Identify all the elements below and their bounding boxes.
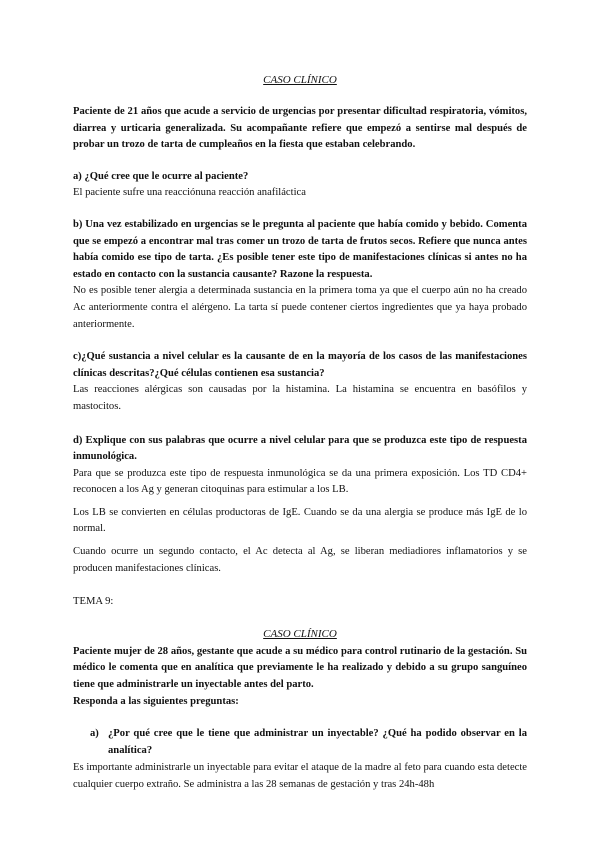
question-d: d) Explique con sus palabras que ocurre a nivel celular para que se produzca este tipo de respuesta inmunológica. — [73, 434, 527, 463]
section-heading: TEMA 9: — [73, 596, 114, 608]
answer-d-paragraph-3: Cuando ocurre un segundo contacto, el Ac detecta al Ag, se liberan mediadiores inflamatorios y se producen manifestaciones clínicas. — [73, 546, 527, 574]
case-intro-2: Paciente mujer de 28 años, gestante que acude a su médico para control rutinario de la gestación. Su médico le comenta que en analítica que previamente le ha realizado y debido a su grupo sanguíneo tiene que administrarle un inyectable antes del parto. — [73, 645, 527, 691]
answer-2a: Es importante administrarle un inyectable para evitar el ataque de la madre al feto para cuando esta detecte cualquier cuerpo extraño. Se administra a las 28 semanas de gestación y tras 24h-48h — [73, 762, 527, 790]
question-b: b) Una vez estabilizado en urgencias se le pregunta al paciente que había comido y bebido. Comenta que se empezó a encontrar mal tras comer un trozo de tarta de frutos secos. Refiere que nunca antes había comido ese tipo de tarta. ¿Es posible tener este tipo de manifestaciones clínicas si antes no ha estado en contacto con la sustancia causante? Razone la respuesta. — [73, 218, 527, 280]
answer-c: Las reacciones alérgicas son causadas por la histamina. La histamina se encuentra en basófilos y mastocitos. — [73, 384, 527, 412]
answer-d-paragraph-2: Los LB se convierten en células productoras de IgE. Cuando se da una alergia se produce más IgE de lo normal. — [73, 506, 527, 535]
answer-a: El paciente sufre una reacciónuna reacción anafiláctica — [73, 187, 306, 199]
case-intro: Paciente de 21 años que acude a servicio de urgencias por presentar dificultad respiratoria, vómitos, diarrea y urticaria generalizada. Su acompañante refiere que empezó a sentirse mal después de probar un trozo de tarta de cumpleaños en la fiesta que estaban celebrando. — [73, 106, 527, 151]
answer-b: No es posible tener alergia a determinada sustancia en la primera toma ya que el cuerpo aún no ha creado Ac anteriormente contra el alérgeno. La tarta sí puede contener ciertos ingredientes que ya haya probado anteriormente. — [73, 285, 527, 330]
instruction-text: Responda a las siguientes preguntas: — [73, 695, 239, 707]
question-a: a) ¿Qué cree que le ocurre al paciente? — [73, 170, 249, 182]
question-c: c)¿Qué sustancia a nivel celular es la causante de en la mayoría de los casos de las manifestaciones clínicas descritas?¿Qué células contienen esa sustancia? — [73, 351, 527, 379]
question-2a-number: a) — [90, 728, 99, 740]
case-title-2: CASO CLÍNICO — [263, 627, 337, 640]
question-2a — [73, 726, 527, 759]
question-2a-text: ¿Por qué cree que le tiene que administrar un inyectable? ¿Qué ha podido observar en la analítica? — [108, 728, 527, 756]
case-title: CASO CLÍNICO — [263, 74, 337, 86]
answer-d-paragraph-1: Para que se produzca este tipo de respuesta inmunológica se da una primera exposición. Los TD CD4+ reconocen a los Ag y generan citoquinas para estimular a los LB. — [73, 467, 527, 496]
